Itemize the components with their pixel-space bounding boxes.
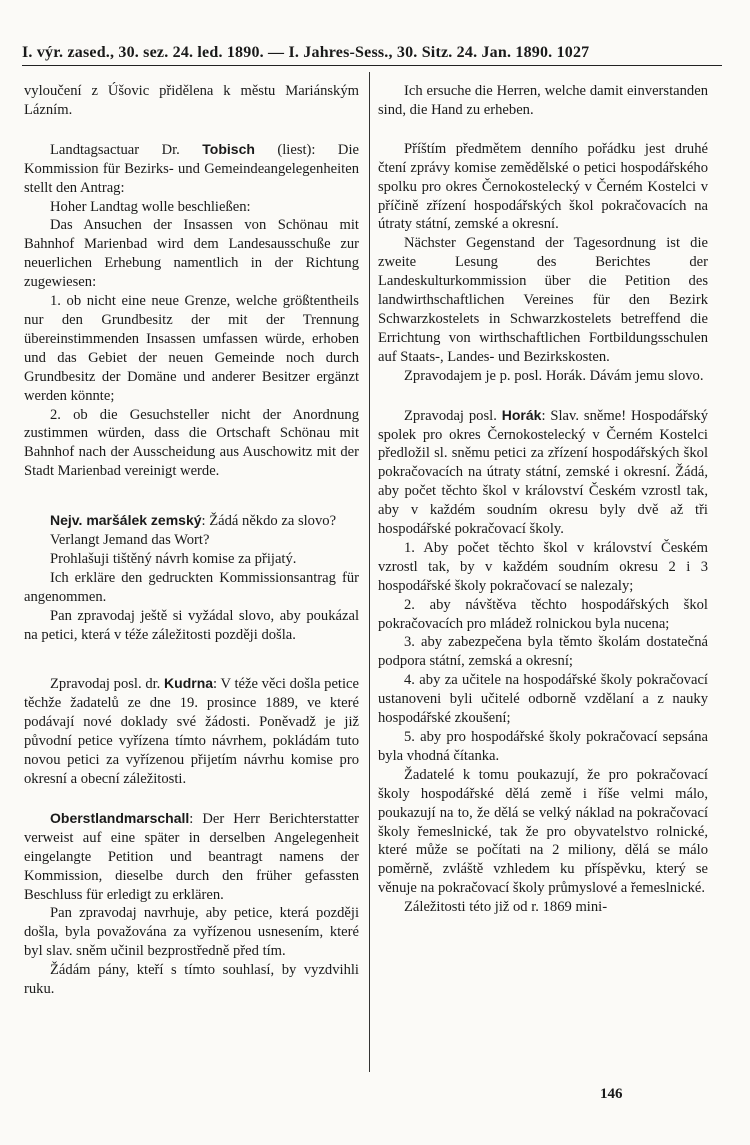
paragraph: Ich erkläre den gedruckten Kommissionsantrag für angenommen. (24, 569, 359, 605)
left-column (24, 82, 359, 999)
right-column (378, 82, 708, 917)
paragraph: Žádám pány, kteří s tímto souhlasí, by vyzdvihli ruku. (24, 962, 359, 998)
speaker-name: Oberstlandmarschall (50, 809, 190, 826)
list-item: 4. aby za učitele na hospodářské školy pokračovací ustanoveni byli učitelé odborně vzdělaní a z nauky hospodářské zkoušení; (378, 672, 708, 727)
page-number: 146 (600, 1086, 623, 1102)
paragraph: Nächster Gegenstand der Tagesordnung ist die zweite Lesung des Berichtes der Landeskulturkommission über die Petition des landwirthschaftlichen Vereines für den Bezirk Schwarzkostelets in Schwarzkostelets betreffend die Errichtung von wirthschaftlichen Fortbildungsschulen auf Staats-, Landes- und Bezirkskosten. (378, 235, 708, 365)
paragraph: Žadatelé k tomu poukazují, že pro pokračovací školy hospodářské dělá země i říše velmi málo, poukazují na to, že dělá se velký náklad na pokračovací školy řemeslnické, tak že pro obyvatelstvo rolnické, které může se počítati na 2 miliony, dělá se málo poměrně, zvláště vzhledem ku příspěvku, který se věnuje na pokračovací školy průmyslové a řemeslnické. (378, 766, 708, 897)
speaker-text: : Der Herr Berichterstatter verweist auf eine später in derselben Angelegenheit eingelangte Petition und beantragt namens der Kommission, dieselbe durch den früher gefassten Beschluss für erledigt zu erklären. (24, 810, 359, 903)
column-divider (369, 72, 370, 1072)
paragraph: Ich ersuche die Herren, welche damit einverstanden sind, die Hand zu erheben. (378, 83, 708, 118)
speaker-title: Landtagsactuar Dr. (50, 141, 203, 158)
paragraph: Hoher Landtag wolle beschließen: (50, 198, 251, 215)
list-item: 3. aby zabezpečena byla těmto školám dostatečná podpora státní, zemská a okresní; (378, 634, 708, 670)
paragraph: Zpravodajem je p. posl. Horák. Dávám jemu slovo. (404, 367, 704, 384)
list-item: 1. ob nicht eine neue Grenze, welche größtentheils nur den Grundbesitz der mit der Trennung übereinstimmenden Insassen umfassen würde, erhoben und das Gebiet der neuen Gemeinde noch durch Grundbesitz der Domäne und anderer Besitzer ergänzt werden könnte; (24, 293, 359, 404)
running-head: I. výr. zased., 30. sez. 24. led. 1890. — I. Jahres-Sess., 30. Sitz. 24. Jan. 1890. 1027 (22, 44, 722, 66)
speaker-name: Horák (501, 406, 542, 423)
list-item: 2. aby návštěva těchto hospodářských škol pokračovacích pro mládež rolnickou byla nucena; (378, 596, 708, 632)
speaker-name: Nejv. maršálek zemský (50, 512, 202, 529)
paragraph (24, 140, 359, 198)
list-item: 1. Aby počet těchto škol v království Českém vzrostl tak, by v každém soudním okresu 2 i 3 hospodářské školy pokračovací se nalezaly; (378, 539, 708, 594)
paragraph: vyloučení z Úšovic přidělena k městu Mariánským Lázním. (24, 83, 359, 118)
list-item: 2. ob die Gesuchsteller nicht der Anordnung zustimmen würden, dass die Ortschaft Schönau mit Bahnhof nach der Ausscheidung aus Auschowitz mit der Stadt Marienbad vereinigt werde. (24, 406, 359, 480)
speaker-text: : Žádá někdo za slovo? (201, 513, 337, 530)
speaker-text: : V téže věci došla petice těchže žadatelů ze dne 19. prosince 1889, ve které podávají nové doklady své žádosti. Poněvadž je již původní petice vyřízena tímto návrhem, pokládám tuto novou petici za vyřízenou přijetím návrhu komise pro okresní a obecní záležitosti. (24, 676, 359, 787)
speaker-name: Kudrna (164, 675, 214, 692)
paragraph (24, 511, 359, 531)
speaker-text: : Slav. sněme! Hospodářský spolek pro okres Černokostelecký v Černém Kostelci předložil sl. sněmu petici za zřízení hospodářských škol pokračovacích na útraty státní, zemské i okresní. Žádá, aby počet těchto škol v království Českém vzrostl tak, aby v každém soudním okresu byly dvě až tři hospodářské pokračovací školy. (378, 407, 708, 538)
paragraph: Verlangt Jemand das Wort? (50, 532, 210, 549)
speaker-lead: Zpravodaj posl. dr. (50, 676, 165, 693)
paragraph: Pan zpravodaj ještě si vyžádal slovo, aby poukázal na petici, která v téže záležitosti později došla. (24, 607, 359, 643)
paragraph (24, 809, 359, 905)
paragraph (378, 406, 708, 539)
speaker-lead: Zpravodaj posl. (404, 407, 502, 424)
paragraph: Příštím předmětem denního pořádku jest druhé čtení zprávy komise zemědělské o petici hospodářského spolku pro okres Černokostelecký v Černém Kostelci v příčině zřízení hospodářských škol pokračovacích na útraty státní, zemské a okresní. (378, 140, 708, 233)
speaker-text: (liest): Die Kommission für Bezirks- und Gemeindeangelegenheiten stellt den Antrag: (24, 141, 359, 196)
paragraph: Prohlašuji tištěný návrh komise za přijatý. (50, 550, 297, 567)
speaker-name: Tobisch (202, 140, 255, 157)
paragraph: Das Ansuchen der Insassen von Schönau mit Bahnhof Marienbad wird dem Landesausschuße zur neuerlichen Erhebung namentlich in der Richtung zugewiesen: (24, 217, 359, 291)
list-item: 5. aby pro hospodářské školy pokračovací sepsána byla vhodná čítanka. (378, 729, 708, 764)
paragraph (24, 674, 359, 788)
paragraph: Záležitosti této již od r. 1869 mini- (404, 899, 608, 916)
paragraph: Pan zpravodaj navrhuje, aby petice, která později došla, byla považována za vyřízenou usnesením, které byl slav. sněm učinil bezprostředně před tím. (24, 905, 359, 960)
